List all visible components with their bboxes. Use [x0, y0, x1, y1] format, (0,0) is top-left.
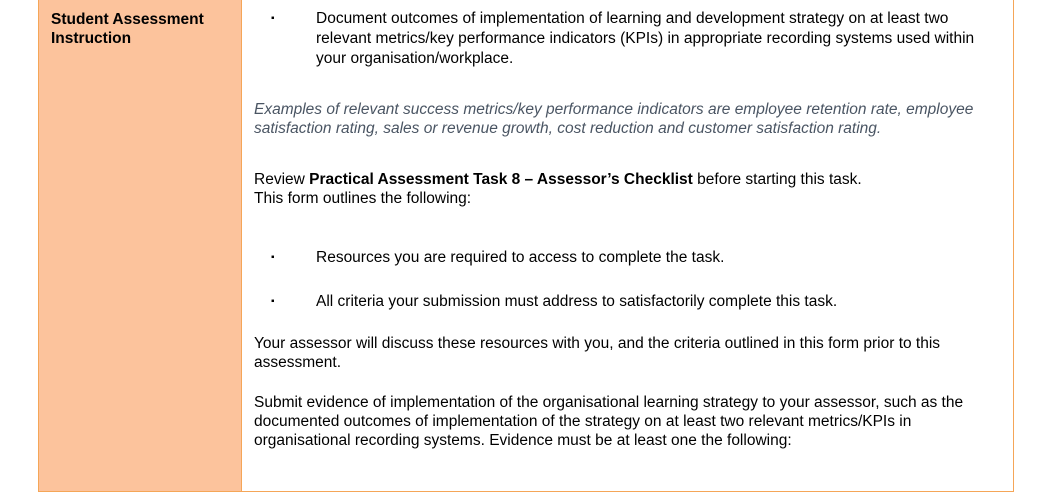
bullet-text: Document outcomes of implementation of learning and development strategy on at least two relevant metrics/key performance indicators (KPIs) in appropriate recording systems used within your organisation/workplace. — [316, 10, 975, 67]
row-label — [51, 10, 241, 48]
bullet-text: Resources you are required to access to complete the task. — [316, 249, 725, 266]
review-prefix: Review — [254, 171, 310, 188]
row-label-cell — [39, 0, 242, 491]
bullet-icon: ▪ — [271, 252, 275, 263]
examples-note: Examples of relevant success metrics/key performance indicators are employee retention rate, employee satisfaction rating, sales or revenue growth, cost reduction and customer satisfaction rating. — [254, 101, 974, 137]
bullet-icon: ▪ — [271, 296, 275, 307]
assessment-instruction-table — [38, 0, 1014, 492]
bullet-icon: ▪ — [271, 13, 275, 24]
checklist-reference: Practical Assessment Task 8 – Assessor’s Checklist — [309, 171, 693, 188]
submit-evidence-paragraph: Submit evidence of implementation of the organisational learning strategy to your assessor, such as the documented outcomes of implementation of the strategy on at least two relevant metrics/KPIs in organisational recording systems. Evidence must be at least one the following: — [254, 394, 964, 449]
review-suffix: before starting this task. — [692, 171, 862, 188]
review-paragraph — [254, 170, 997, 208]
row-label-line-1: Student Assessment — [51, 11, 204, 28]
bullet-text: All criteria your submission must address to satisfactorily complete this task. — [316, 293, 838, 310]
assessor-paragraph: Your assessor will discuss these resources with you, and the criteria outlined in this form prior to this assessment. — [254, 335, 941, 371]
row-label-line-2: Instruction — [51, 30, 132, 47]
review-line-2: This form outlines the following: — [254, 190, 472, 207]
instruction-content-cell — [242, 0, 1013, 491]
